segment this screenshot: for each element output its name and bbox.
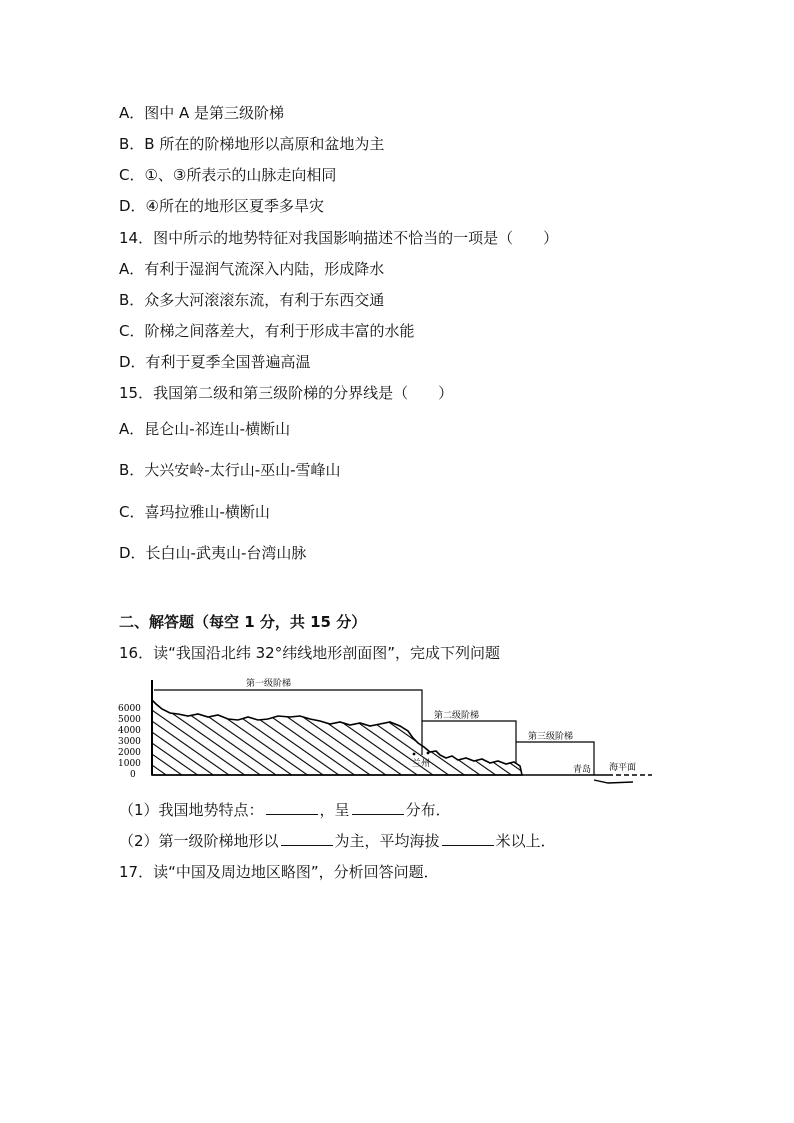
label-third-step: 第三级阶梯 <box>528 732 574 742</box>
q16-part-2 <box>119 831 556 851</box>
q16-2-prefix: （2）第一级阶梯地形以 <box>119 832 279 850</box>
q14-option-a: A．有利于湿润气流深入内陆，形成降水 <box>119 260 385 278</box>
q14-stem: 14．图中所示的地势特征对我国影响描述不恰当的一项是（ ） <box>119 229 559 247</box>
y-tick-2000: 2000 <box>118 748 141 758</box>
y-tick-0: 0 <box>130 770 136 780</box>
q16-1-blank-2 <box>352 800 404 815</box>
q16-2-middle: 为主，平均海拔 <box>334 832 440 850</box>
q16-1-prefix: （1）我国地势特点： <box>119 801 264 819</box>
q15-option-c: C．喜玛拉雅山-横断山 <box>119 503 270 521</box>
q17-stem: 17．读“中国及周边地区略图”，分析回答问题． <box>119 863 439 881</box>
q15-option-d: D．长白山-武夷山-台湾山脉 <box>119 544 307 562</box>
q15-option-a: A．昆仑山-祁连山-横断山 <box>119 420 291 438</box>
q16-2-blank-2 <box>442 831 494 846</box>
q16-part-1 <box>119 800 451 820</box>
y-tick-1000: 1000 <box>118 759 141 769</box>
q16-2-suffix: 米以上． <box>495 832 556 850</box>
q14-option-d: D．有利于夏季全国普遍高温 <box>119 353 311 371</box>
q13-option-d: D．④所在的地形区夏季多旱灾 <box>119 197 324 215</box>
label-first-step: 第一级阶梯 <box>246 679 292 689</box>
y-tick-4000: 4000 <box>118 726 141 736</box>
q16-stem: 16．读“我国沿北纬 32°纬线地形剖面图”，完成下列问题 <box>119 644 500 662</box>
label-second-step: 第二级阶梯 <box>434 711 480 721</box>
y-tick-6000: 6000 <box>118 704 141 714</box>
q16-1-middle: ，呈 <box>319 801 350 819</box>
q16-1-suffix: 分布． <box>405 801 451 819</box>
y-tick-3000: 3000 <box>118 737 141 747</box>
q15-stem: 15．我国第二级和第三级阶梯的分界线是（ ） <box>119 384 454 402</box>
q14-option-c: C．阶梯之间落差大，有利于形成丰富的水能 <box>119 322 415 340</box>
y-axis-labels <box>118 704 141 780</box>
q16-2-blank-1 <box>281 831 333 846</box>
q13-option-b: B．B 所在的阶梯地形以高原和盆地为主 <box>119 135 385 153</box>
terrain-profile-figure <box>118 676 658 788</box>
label-sea-level: 海平面 <box>609 763 637 773</box>
label-lanzhou: 兰州 <box>412 759 431 769</box>
q16-1-blank-1 <box>266 800 318 815</box>
label-qingdao: 青岛 <box>573 765 592 775</box>
sea-floor-line <box>594 780 633 783</box>
y-tick-5000: 5000 <box>118 715 141 725</box>
section-2-heading: 二、解答题（每空 1 分，共 15 分） <box>119 613 367 631</box>
q14-option-b: B．众多大河滚滚东流，有利于东西交通 <box>119 291 385 309</box>
q15-option-b: B．大兴安岭-太行山-巫山-雪峰山 <box>119 461 341 479</box>
q13-option-c: C．①、③所表示的山脉走向相同 <box>119 166 337 184</box>
q13-option-a: A．图中 A 是第三级阶梯 <box>119 104 285 122</box>
